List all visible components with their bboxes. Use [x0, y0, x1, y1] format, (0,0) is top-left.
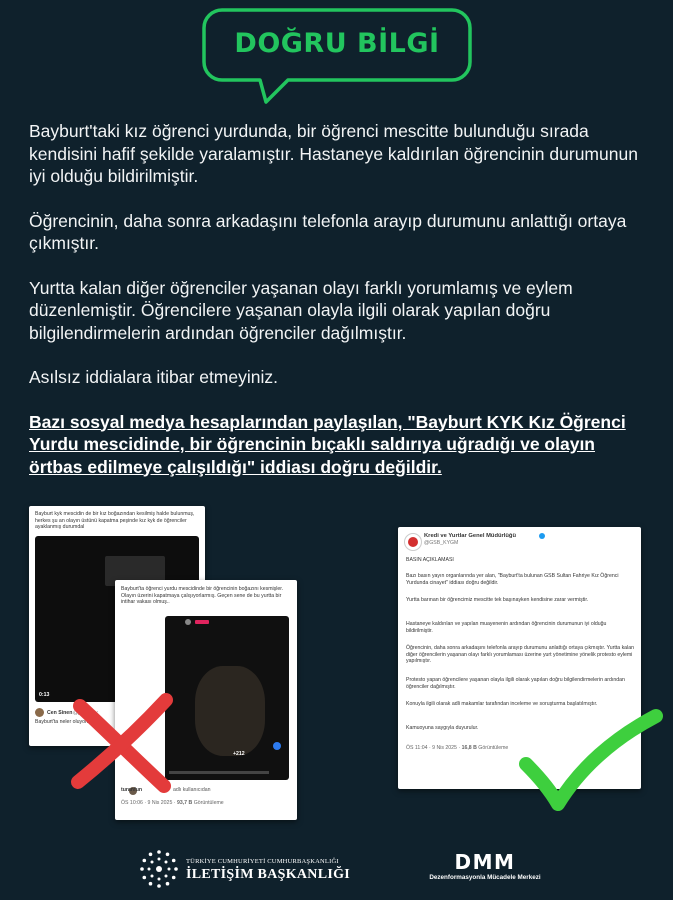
dmm-logo	[420, 850, 550, 884]
official-para-6: Konuyla ilgili olarak adli makamlar tarafından inceleme ve soruşturma başlatılmıştır.	[406, 701, 598, 707]
meta-suffix: Görüntüleme	[192, 800, 224, 806]
official-para-2: Yurtta barınan bir öğrencimiz mescitte tek başınayken kendisine zarar vermiştir.	[406, 597, 589, 603]
dmm-subtitle: Dezenformasyonla Mücadele Merkezi	[429, 874, 541, 881]
verified-icon	[539, 533, 545, 539]
official-account-name: Kredi ve Yurtlar Genel Müdürlüğü	[424, 533, 517, 539]
official-para-7: Kamuoyuna saygıyla duyurulur.	[406, 725, 479, 731]
dmm-wordmark: DMM	[454, 850, 516, 874]
meta-views: 93,7 B	[176, 800, 193, 806]
footer-left-line2: İLETİŞİM BAŞKANLIĞI	[186, 867, 351, 882]
paragraph-1: Bayburt'taki kız öğrenci yurdunda, bir öğrenci mescitte bulunduğu sırada kendisini hafif şekilde yaralamıştır. Hastaneye kaldırılan öğrencinin durumunun iyi olduğu bildirilmiştir.	[29, 121, 638, 186]
official-para-4: Öğrencinin, daha sonra arkadaşını telefonla arayıp durumunu anlattığı ortaya çıkmıştır. Yurtta kalan diğer öğrencilerin yaşanan olayı farklı yorumlaması üzerine yurt yönetimine yönelik protesto eylemi yapılmıştır.	[406, 645, 634, 665]
claim-statement: Bazı sosyal medya hesaplarından paylaşılan, "Bayburt KYK Kız Öğrenci Yurdu mescidinde, bir öğrencinin bıçaklı saldırıya uğradığı ve olayın örtbas edilmeye çalışıldığı" iddiası doğru değildir.	[29, 411, 626, 477]
meta-suffix: Görüntüleme	[476, 745, 509, 751]
viewer-count: +212	[233, 751, 245, 757]
paragraph-3: Yurtta kalan diğer öğrenciler yaşanan olayı farklı yorumlamış ve eylem düzenlemiştir. Öğrencilere yaşanan olayla ilgili olarak yapılan doğru bilgilendirmelerin ardından öğrenciler dağılmıştır.	[29, 277, 573, 343]
official-handle: @GSB_KYGM	[424, 540, 459, 546]
badge-label: DOĞRU BİLGİ	[234, 28, 440, 59]
live-avatar	[185, 619, 191, 625]
video-face	[195, 666, 265, 756]
comment-bar	[169, 771, 269, 774]
heart-icon	[273, 742, 281, 750]
fake-post-2-user-sub: adlı kullanıcıdan	[173, 787, 211, 793]
fake-post-2-user: turanfun	[121, 787, 143, 793]
fact-check-text	[29, 120, 649, 478]
dogru-bilgi-badge	[200, 6, 474, 106]
fake-post-2-text: Bayburt'ta öğrenci yurdu mescidinde bir öğrencinin boğazını kesmişler. Olayın üzerini kapatmaya çalışıyorlarmış. Geçen sene de bu yurtta bir intihar vakası olmuş..	[121, 586, 284, 606]
official-para-1: Bazı basın yayın organlarında yer alan, "Bayburt'ta bulunan GSB Sultan Fahriye Kız Öğrenci Yurdunda cinayet" iddiası doğru değildir.	[406, 573, 619, 586]
red-cross-icon	[66, 690, 178, 798]
meta-time: ÖS 10:06 · 9 Nis 2025 ·	[121, 800, 177, 806]
official-para-5: Protesto yapan öğrencilere yaşanan olayla ilgili olarak yapılan doğru bilgilendirmelerin ardından öğrenciler dağılmıştır.	[406, 677, 625, 690]
live-badge	[195, 620, 209, 624]
video-duration: 0:13	[39, 692, 50, 699]
official-meta	[406, 745, 508, 752]
avatar	[35, 708, 44, 717]
fake-post-1-quote: Bayburt'ta neler oluyor...	[35, 719, 91, 725]
fake-post-1-handle: @jcnSelvy	[73, 710, 98, 716]
green-check-icon	[518, 708, 664, 816]
fake-post-1-user: Cen Sinen	[47, 710, 73, 716]
meta-time: ÖS 11:04 · 9 Nis 2025 ·	[406, 745, 462, 751]
star-emblem-icon	[138, 848, 180, 890]
kygm-logo-icon	[404, 533, 422, 551]
official-title: BASIN AÇIKLAMASI	[406, 557, 454, 563]
footer-left-line1: TÜRKİYE CUMHURİYETİ CUMHURBAŞKANLIĞI	[186, 858, 339, 865]
iletisim-baskanligi-logo	[138, 846, 351, 894]
official-para-3: Hastaneye kaldırılan ve yapılan muayenenin ardından öğrencinin durumunun iyi olduğu bildirilmiştir.	[406, 621, 607, 634]
fake-post-2-video	[165, 616, 289, 780]
paragraph-2: Öğrencinin, daha sonra arkadaşını telefonla arayıp durumunu anlattığı ortaya çıkmıştır.	[29, 210, 627, 253]
meta-views: 16,8 B	[461, 745, 477, 751]
fake-post-1-text: Bayburt kyk mescidin de bir kız boğazından kesilmiş halde bulunmuş, herkes şu an olayın üstünü kapatma peşinde kız kyk de öğrenciler ayaklanmış durumdal	[35, 511, 195, 531]
paragraph-4: Asılsız iddialara itibar etmeyiniz.	[29, 367, 278, 387]
fake-post-2-meta	[121, 800, 224, 807]
